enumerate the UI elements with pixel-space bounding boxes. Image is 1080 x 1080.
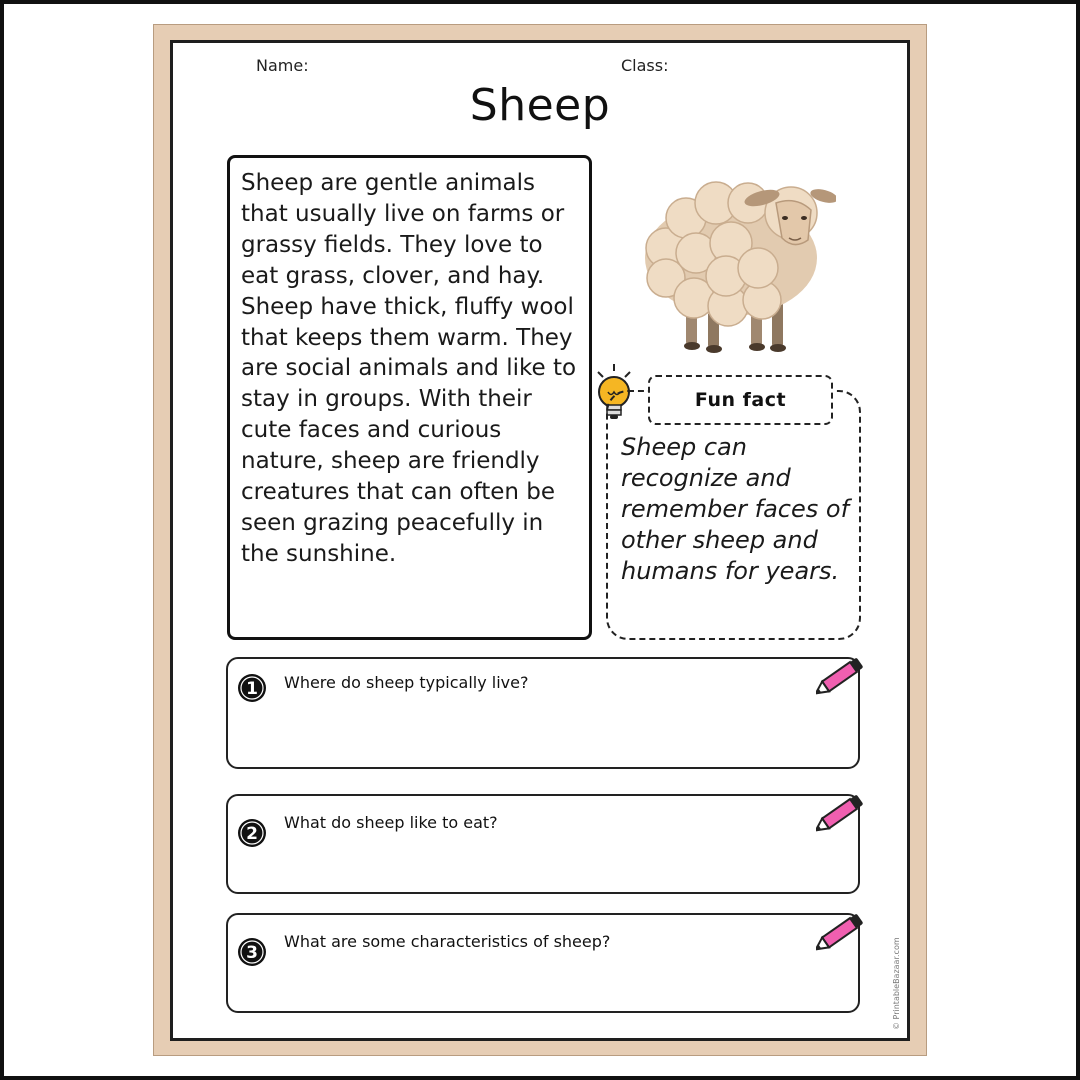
question-box-2[interactable]: [226, 794, 860, 894]
sheep-illustration: [636, 158, 836, 358]
question-number: 2: [246, 824, 258, 844]
question-number: 1: [246, 679, 258, 699]
number-circle-icon: [237, 937, 267, 967]
pencil-icon: [816, 907, 868, 955]
fun-fact-label: Fun fact: [648, 375, 833, 425]
copyright-text: © PrintableBazaar.com: [892, 937, 901, 1030]
name-label: Name:: [256, 56, 309, 75]
page-title: Sheep: [469, 80, 611, 131]
question-box-3[interactable]: [226, 913, 860, 1013]
question-text: What do sheep like to eat?: [284, 813, 498, 832]
question-text: Where do sheep typically live?: [284, 673, 529, 692]
question-text: What are some characteristics of sheep?: [284, 932, 611, 951]
pencil-icon: [816, 651, 868, 699]
class-label: Class:: [621, 56, 669, 75]
number-circle-icon: [237, 673, 267, 703]
pencil-icon: [816, 788, 868, 836]
number-circle-icon: [237, 818, 267, 848]
question-box-1[interactable]: [226, 657, 860, 769]
reading-passage-text: Sheep are gentle animals that usually live on farms or grassy fields. They love to eat grass, clover, and hay. Sheep have thick, fluffy wool that keeps them warm. They are social animals and like to stay in groups. With their cute faces and curious nature, sheep are friendly creatures that can often be seen grazing peacefully in the sunshine.: [241, 170, 577, 567]
question-number: 3: [246, 943, 258, 963]
reading-passage-box: [227, 155, 592, 640]
fun-fact-text: Sheep can recognize and remember faces of other sheep and humans for years.: [621, 433, 850, 585]
